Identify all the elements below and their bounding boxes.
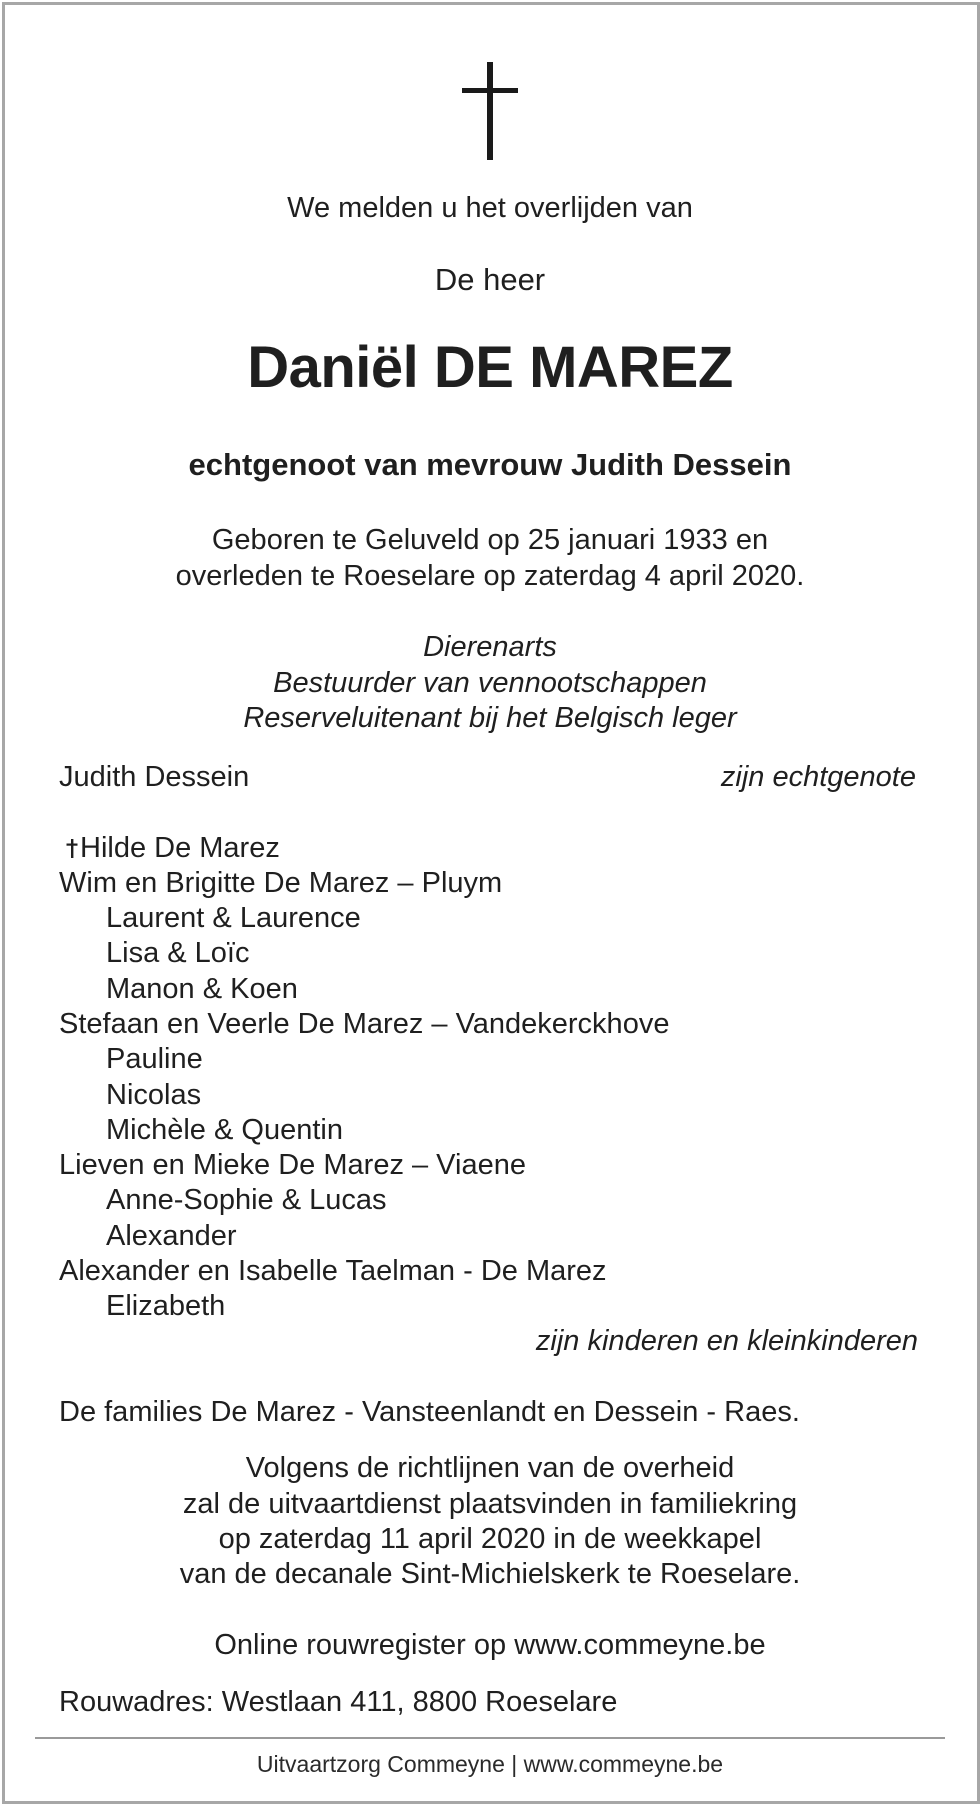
child-row: Stefaan en Veerle De Marez – Vandekerckhove (59, 1008, 670, 1040)
spouse-line: echtgenoot van mevrouw Judith Dessein (188, 447, 792, 482)
ceremony-line-2: zal de uitvaartdienst plaatsvinden in familiekring (182, 1488, 798, 1520)
child-row (66, 830, 280, 866)
cross-icon (462, 62, 518, 160)
occupation-3: Reserveluitenant bij het Belgisch leger (243, 702, 737, 734)
spouse-role: zijn echtgenote (720, 761, 916, 793)
footer-divider (35, 1737, 945, 1739)
ceremony-line-4: van de decanale Sint-Michielskerk te Roeselare. (179, 1558, 801, 1590)
child-row: Wim en Brigitte De Marez – Pluym (59, 867, 503, 899)
grandchild-row: Michèle & Quentin (106, 1114, 343, 1146)
ceremony-line-1: Volgens de richtlijnen van de overheid (245, 1452, 735, 1484)
online-register: Online rouwregister op www.commeyne.be (214, 1629, 766, 1661)
child-row: Alexander en Isabelle Taelman - De Marez (59, 1255, 607, 1287)
small-cross-icon (66, 831, 78, 851)
child-name: Hilde De Marez (80, 832, 280, 864)
occupation-1: Dierenarts (423, 631, 557, 663)
footer-text: Uitvaartzorg Commeyne | www.commeyne.be (256, 1751, 724, 1777)
child-row: Lieven en Mieke De Marez – Viaene (59, 1149, 526, 1181)
birth-line: Geboren te Geluveld op 25 januari 1933 en (211, 524, 769, 556)
grandchild-row: Anne-Sophie & Lucas (106, 1184, 387, 1216)
ceremony-line-3: op zaterdag 11 april 2020 in de weekkapel (218, 1523, 762, 1555)
families-line: De families De Marez - Vansteenlandt en Dessein - Raes. (59, 1396, 800, 1428)
grandchild-row: Lisa & Loïc (106, 937, 250, 969)
spouse-name: Judith Dessein (59, 761, 250, 793)
death-line: overleden te Roeselare op zaterdag 4 april 2020. (175, 560, 805, 592)
honorific: De heer (434, 262, 546, 297)
grandchild-row: Alexander (106, 1220, 237, 1252)
grandchild-row: Elizabeth (106, 1290, 226, 1322)
children-role: zijn kinderen en kleinkinderen (535, 1325, 918, 1357)
grandchild-row: Laurent & Laurence (106, 902, 361, 934)
occupation-2: Bestuurder van vennootschappen (273, 667, 707, 699)
grandchild-row: Pauline (106, 1043, 203, 1075)
grandchild-row: Manon & Koen (106, 973, 298, 1005)
grandchild-row: Nicolas (106, 1079, 202, 1111)
intro-text: We melden u het overlijden van (287, 192, 693, 224)
address-line: Rouwadres: Westlaan 411, 8800 Roeselare (59, 1686, 618, 1718)
deceased-name: Daniël DE MAREZ (247, 335, 733, 400)
